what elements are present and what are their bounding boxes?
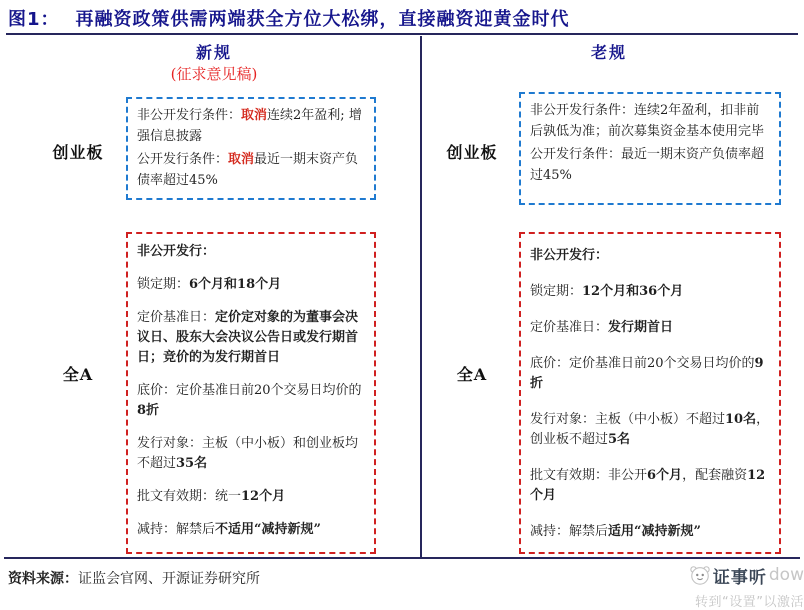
figure-title: 再融资政策供需两端获全方位大松绑，直接融资迎黄金时代 [75, 9, 570, 30]
source-label: 资料来源： [8, 571, 78, 587]
bottom-divider [4, 557, 800, 559]
title-divider [6, 33, 798, 35]
new-rules-header: 新规 [195, 43, 232, 62]
new-rules-subheader: (征求意见稿) [170, 65, 258, 83]
old-rules-header: 老规 [590, 43, 627, 62]
watermark-activate-text: 转到“设置”以激活 [695, 595, 804, 610]
row-label-chinext-new: 创业板 [52, 143, 104, 162]
source-line [8, 568, 260, 588]
panel-old-chinext: 非公开发行条件：连续2年盈利，扣非前后孰低为准；前次募集资金基本使用完毕 公开发行条件：最近一期末资产负债率超过45% [519, 92, 781, 205]
panda-face-icon [689, 564, 711, 586]
row-label-all-a-old: 全A [456, 365, 488, 384]
source-text: 证监会官网、开源证券研究所 [78, 571, 260, 587]
column-divider [420, 36, 422, 557]
row-label-all-a-new: 全A [62, 365, 94, 384]
watermark-logo-row [628, 561, 804, 589]
figure-title-row [8, 5, 798, 31]
watermark-windows-fragment: dow [768, 565, 804, 585]
figure-number: 图1： [8, 9, 60, 30]
watermark [628, 561, 804, 609]
panel-new-chinext: 非公开发行条件：取消连续2年盈利; 增强信息披露 公开发行条件：取消最近一期末资产负债率超过45% [126, 97, 376, 200]
watermark-logo-text: 证事听 [712, 567, 767, 588]
panel-old-all-a: 非公开发行： 锁定期：12个月和36个月 定价基准日：发行期首日 底价：定价基准日前20个交易日均价的9折 发行对象：主板（中小板）不超过10名，创业板不超过5名 批文有效期：非公开6个月，配套融资12个月 减持：解禁后适用“减持新规” [519, 232, 781, 554]
panel-new-all-a: 非公开发行： 锁定期：6个月和18个月 定价基准日：定价定对象的为董事会决议日、股东大会决议公告日或发行期首日；竞价的为发行期首日 底价：定价基准日前20个交易日均价的8折 发行对象：主板（中小板）和创业板均不超过35名 批文有效期：统一12个月 减持：解禁后不适用“减持新规” [126, 232, 376, 554]
row-label-chinext-old: 创业板 [446, 143, 498, 162]
